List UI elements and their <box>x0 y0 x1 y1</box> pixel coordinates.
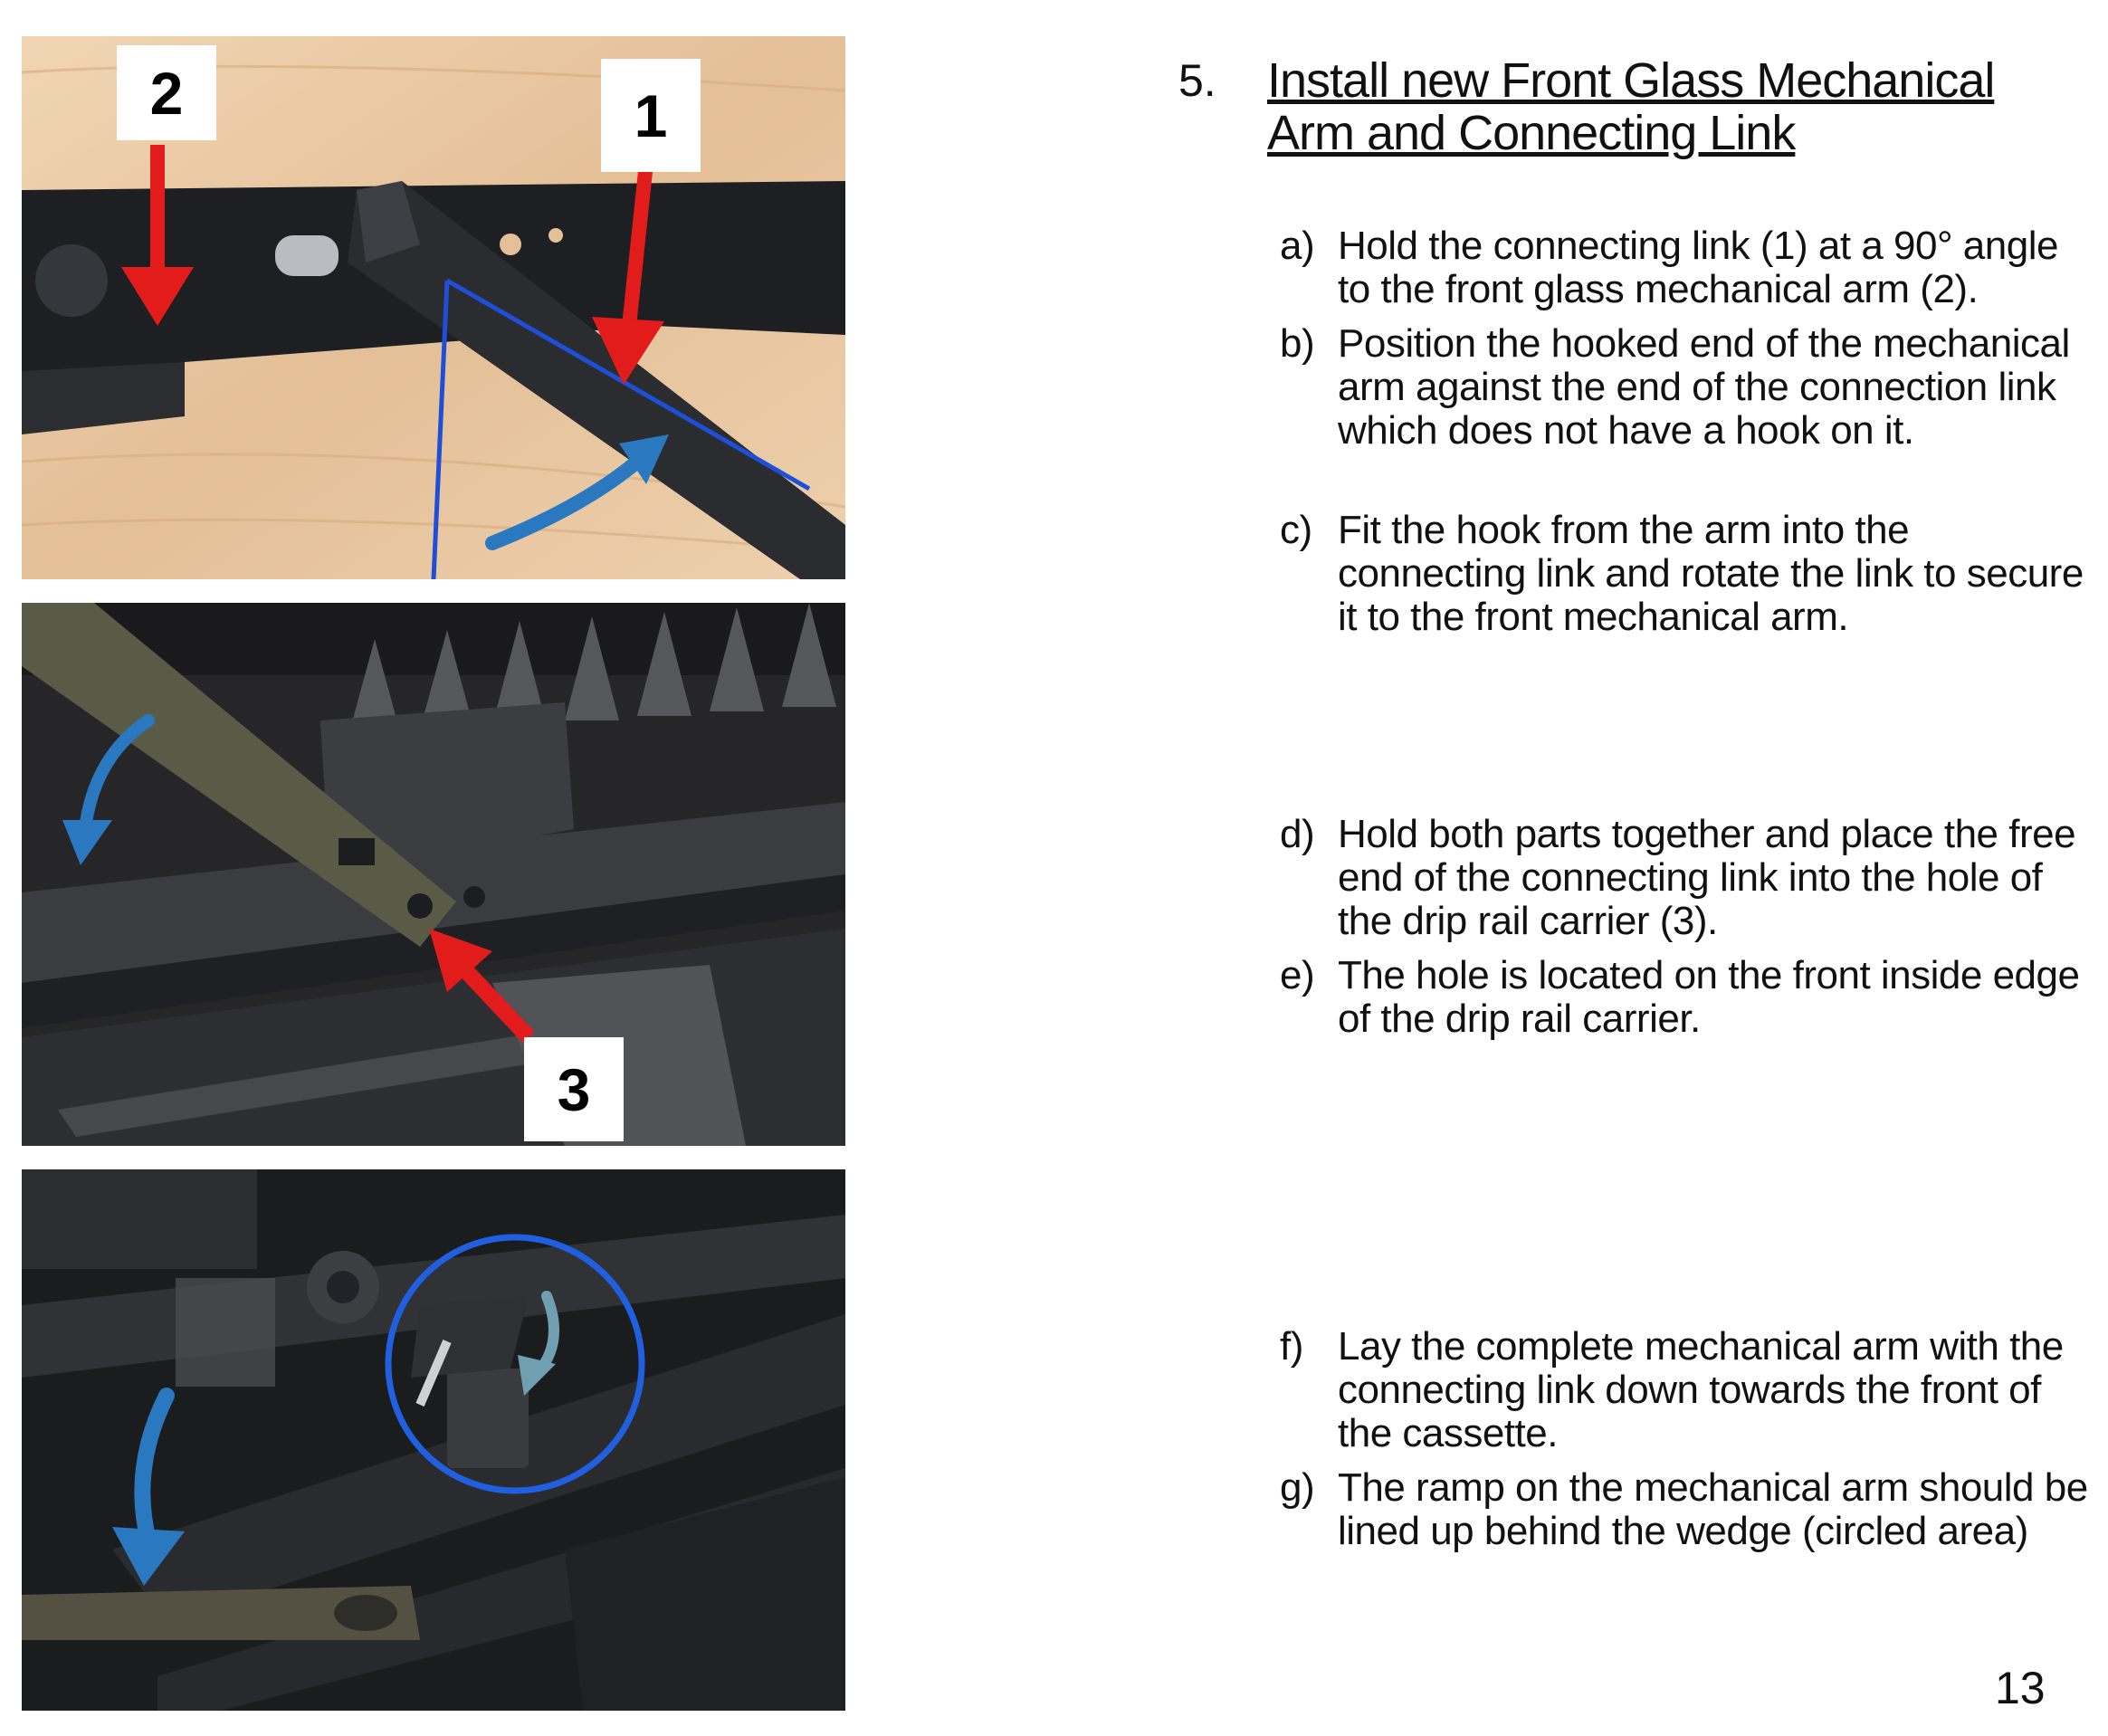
step-text: Hold both parts together and place the free end of the connecting link into the hole of the drip rail carrier (3). <box>1338 812 2076 943</box>
step-marker: f) <box>1280 1324 1303 1369</box>
callout-label-1: 1 <box>601 59 701 172</box>
metal-hook <box>275 235 339 276</box>
callout-label-2: 2 <box>117 45 216 140</box>
ramp <box>411 1296 529 1378</box>
section-title: Install new Front Glass Mechanical Arm and Connecting Link <box>1267 53 1995 160</box>
velcro-pad <box>176 1278 275 1387</box>
step-marker: e) <box>1280 953 1315 997</box>
step-text: Hold the connecting link (1) at a 90° angle to the front glass mechanical arm (2). <box>1338 224 2058 311</box>
instruction-step <box>1280 1466 2094 1553</box>
step-text: The hole is located on the front inside edge of the drip rail carrier. <box>1338 953 2080 1041</box>
step-marker: d) <box>1280 812 1315 856</box>
step-text: Lay the complete mechanical arm with the connecting link down towards the front of the cassette. <box>1338 1324 2064 1455</box>
instruction-step <box>1280 509 2094 639</box>
step-marker: g) <box>1280 1465 1315 1510</box>
ramp-and-wedge-photo <box>22 1169 845 1711</box>
drip-rail-carrier-photo <box>22 603 845 1146</box>
callout-label-3: 3 <box>524 1037 624 1141</box>
step-text: Position the hooked end of the mechanical arm against the end of the connection link which does not have a hook on it. <box>1338 321 2070 453</box>
drip-rail-illustration <box>22 603 845 1146</box>
ramp-wedge-illustration <box>22 1169 845 1711</box>
page-number: 13 <box>1995 1663 2046 1713</box>
instruction-step <box>1280 322 2094 453</box>
step-marker: c) <box>1280 508 1312 552</box>
arm-and-link-photo <box>22 36 845 579</box>
step-marker: b) <box>1280 321 1315 366</box>
section-number: 5. <box>1178 55 1216 106</box>
instruction-step <box>1280 224 2094 311</box>
step-text: The ramp on the mechanical arm should be lined up behind the wedge (circled area) <box>1338 1465 2088 1553</box>
instruction-step <box>1280 1325 2094 1455</box>
step-marker: a) <box>1280 224 1315 268</box>
step-text: Fit the hook from the arm into the connecting link and rotate the link to secure it to the front mechanical arm. <box>1338 508 2084 639</box>
instruction-step <box>1280 954 2094 1041</box>
instruction-step <box>1280 813 2094 943</box>
wedge <box>447 1369 529 1468</box>
